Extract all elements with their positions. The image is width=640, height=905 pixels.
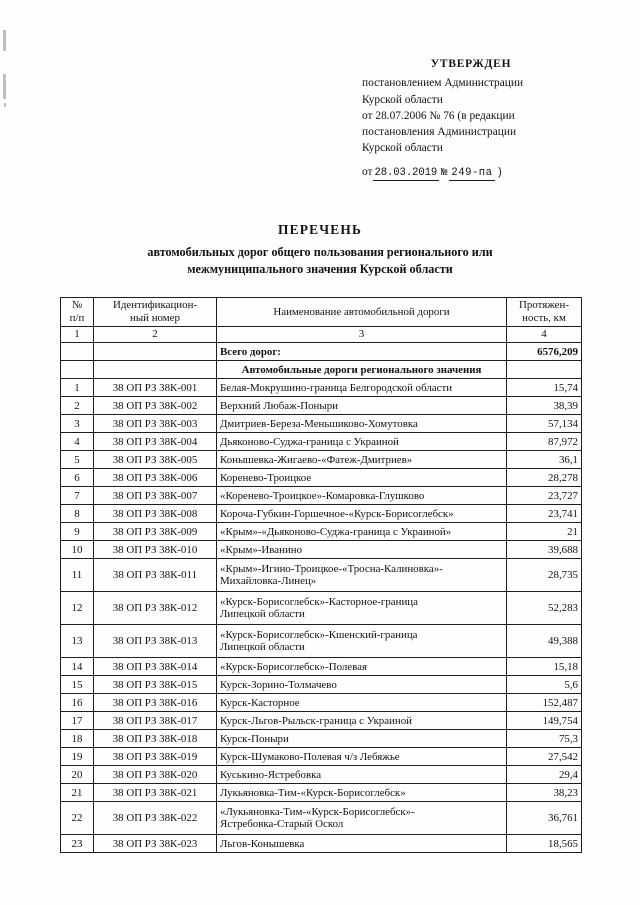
- row-length: 36,761: [507, 802, 582, 835]
- row-road-name-line-1: «Лукьяновка-Тим-«Курск-Борисоглебск»-: [220, 806, 415, 819]
- row-length: 149,754: [507, 712, 582, 730]
- table-row: [61, 505, 582, 523]
- row-identifier: 38 ОП РЗ 38К-023: [94, 835, 217, 853]
- row-length: 49,388: [507, 625, 582, 658]
- row-identifier: 38 ОП РЗ 38К-019: [94, 748, 217, 766]
- title-subtitle-line-1: автомобильных дорог общего пользования регионального или: [147, 245, 493, 259]
- scan-artifact: [3, 30, 6, 51]
- approval-dateline: [362, 166, 505, 179]
- row-road-name: [217, 835, 507, 853]
- column-header-road-name: Наименование автомобильной дороги: [217, 298, 507, 327]
- row-road-name: [217, 676, 507, 694]
- column-header-number-line-1: №: [71, 299, 83, 311]
- row-number: 23: [61, 835, 94, 853]
- row-road-name-line-1: Верхний Любаж-Поныри: [220, 399, 338, 412]
- row-road-name-line-1: «Крым»-Игино-Троицкое-«Тросна-Калиновка»-: [220, 563, 443, 576]
- roads-table-container: [60, 297, 581, 853]
- row-identifier: 38 ОП РЗ 38К-011: [94, 559, 217, 592]
- row-number: 22: [61, 802, 94, 835]
- row-road-name-line-2: Липецкой области: [220, 608, 305, 621]
- row-identifier: 38 ОП РЗ 38К-003: [94, 415, 217, 433]
- closing-paren: ): [496, 167, 503, 179]
- total-row: [61, 343, 582, 361]
- row-road-name: [217, 784, 507, 802]
- row-identifier: 38 ОП РЗ 38К-015: [94, 676, 217, 694]
- row-road-name-line-1: Лукьяновка-Тим-«Курск-Борисоглебск»: [220, 786, 406, 799]
- number-label: №: [441, 167, 448, 179]
- row-number: 17: [61, 712, 94, 730]
- row-road-name: [217, 658, 507, 676]
- column-number-1: 1: [61, 327, 94, 343]
- row-road-name: [217, 748, 507, 766]
- row-number: 10: [61, 541, 94, 559]
- row-number: 4: [61, 433, 94, 451]
- row-number: 20: [61, 766, 94, 784]
- row-road-name: [217, 505, 507, 523]
- row-number: 9: [61, 523, 94, 541]
- row-road-name: [217, 487, 507, 505]
- row-length: 23,741: [507, 505, 582, 523]
- column-number-row: [61, 327, 582, 343]
- table-row: [61, 451, 582, 469]
- row-length: 15,74: [507, 379, 582, 397]
- column-header-length: [507, 298, 582, 327]
- table-row: [61, 469, 582, 487]
- row-road-name: [217, 469, 507, 487]
- row-road-name-line-1: «Крым»-Иванино: [220, 543, 303, 556]
- row-road-name-line-1: Куськино-Ястребовка: [220, 768, 322, 781]
- column-header-number: [61, 298, 94, 327]
- table-row: [61, 694, 582, 712]
- table-row: [61, 592, 582, 625]
- row-road-name-line-1: «Курск-Борисоглебск»-Полевая: [220, 660, 367, 673]
- total-row-number-cell: [61, 343, 94, 361]
- row-length: 27,542: [507, 748, 582, 766]
- row-number: 15: [61, 676, 94, 694]
- row-length: 75,3: [507, 730, 582, 748]
- row-identifier: 38 ОП РЗ 38К-001: [94, 379, 217, 397]
- row-identifier: 38 ОП РЗ 38К-022: [94, 802, 217, 835]
- row-number: 3: [61, 415, 94, 433]
- row-length: 38,39: [507, 397, 582, 415]
- row-road-name: [217, 694, 507, 712]
- row-road-name-line-1: Курск-Зорино-Толмачево: [220, 678, 337, 691]
- row-length: 5,6: [507, 676, 582, 694]
- scan-artifact: [3, 74, 6, 99]
- row-number: 6: [61, 469, 94, 487]
- total-length-value: 6576,209: [507, 343, 582, 361]
- row-length: 38,23: [507, 784, 582, 802]
- approval-line-5: Курской области: [362, 142, 443, 155]
- row-identifier: 38 ОП РЗ 38К-007: [94, 487, 217, 505]
- row-road-name: [217, 730, 507, 748]
- column-header-identifier-line-2: ный номер: [130, 312, 180, 325]
- row-identifier: 38 ОП РЗ 38К-021: [94, 784, 217, 802]
- row-road-name-line-2: Михайловка-Линец»: [220, 575, 317, 588]
- row-identifier: 38 ОП РЗ 38К-012: [94, 592, 217, 625]
- scan-artifact: [4, 103, 6, 107]
- column-number-3: 3: [217, 327, 507, 343]
- section-row-identifier-cell: [94, 361, 217, 379]
- table-row: [61, 523, 582, 541]
- row-road-name-line-1: Дмитриев-Береза-Меньшиково-Хомутовка: [220, 417, 418, 430]
- row-road-name-line-1: Конышевка-Жигаево-«Фатеж-Дмитриев»: [220, 453, 413, 466]
- row-road-name: [217, 592, 507, 625]
- table-row: [61, 625, 582, 658]
- row-length: 23,727: [507, 487, 582, 505]
- row-number: 5: [61, 451, 94, 469]
- row-road-name: [217, 766, 507, 784]
- approval-heading: УТВЕРЖДЕН: [430, 58, 512, 70]
- row-road-name-line-1: Льгов-Конышевка: [220, 837, 305, 850]
- row-number: 8: [61, 505, 94, 523]
- row-road-name-line-1: Курск-Льгов-Рыльск-граница с Украиной: [220, 714, 412, 727]
- column-number-2: 2: [94, 327, 217, 343]
- row-identifier: 38 ОП РЗ 38К-009: [94, 523, 217, 541]
- table-row: [61, 802, 582, 835]
- row-number: 7: [61, 487, 94, 505]
- section-header-row: [61, 361, 582, 379]
- table-body: [61, 343, 582, 853]
- table-row: [61, 559, 582, 592]
- row-identifier: 38 ОП РЗ 38К-017: [94, 712, 217, 730]
- row-length: 29,4: [507, 766, 582, 784]
- total-row-identifier-cell: [94, 343, 217, 361]
- table-row: [61, 676, 582, 694]
- column-header-length-line-1: Протяжен-: [519, 299, 569, 311]
- row-length: 57,134: [507, 415, 582, 433]
- row-road-name: [217, 415, 507, 433]
- row-road-name: [217, 712, 507, 730]
- row-number: 18: [61, 730, 94, 748]
- row-length: 152,487: [507, 694, 582, 712]
- row-length: 18,565: [507, 835, 582, 853]
- table-row: [61, 712, 582, 730]
- approval-block: [362, 56, 602, 157]
- row-identifier: 38 ОП РЗ 38К-016: [94, 694, 217, 712]
- section-row-number-cell: [61, 361, 94, 379]
- table-row: [61, 397, 582, 415]
- row-length: 87,972: [507, 433, 582, 451]
- row-length: 39,688: [507, 541, 582, 559]
- row-road-name: [217, 379, 507, 397]
- approval-line-3: от 28.07.2006 № 76 (в редакции: [362, 109, 515, 122]
- row-identifier: 38 ОП РЗ 38К-008: [94, 505, 217, 523]
- row-identifier: 38 ОП РЗ 38К-006: [94, 469, 217, 487]
- row-identifier: 38 ОП РЗ 38К-010: [94, 541, 217, 559]
- table-row: [61, 766, 582, 784]
- table-row: [61, 658, 582, 676]
- approval-line-4: постановления Администрации: [362, 126, 517, 139]
- table-row: [61, 487, 582, 505]
- row-identifier: 38 ОП РЗ 38К-014: [94, 658, 217, 676]
- table-header-row: [61, 298, 582, 327]
- row-road-name: [217, 523, 507, 541]
- table-header: [61, 298, 582, 343]
- table-row: [61, 748, 582, 766]
- row-road-name-line-1: Курск-Шумаково-Полевая ч/з Лебяжье: [220, 750, 400, 763]
- row-road-name-line-2: Липецкой области: [220, 641, 305, 654]
- row-road-name: [217, 802, 507, 835]
- row-road-name-line-1: Дьяконово-Суджа-граница с Украиной: [220, 435, 399, 448]
- row-length: 36,1: [507, 451, 582, 469]
- table-row: [61, 730, 582, 748]
- row-road-name-line-1: «Коренево-Троицкое»-Комаровка-Глушково: [220, 489, 425, 502]
- table-row: [61, 784, 582, 802]
- row-identifier: 38 ОП РЗ 38К-018: [94, 730, 217, 748]
- row-road-name-line-1: «Крым»-«Дьяконово-Суджа-граница с Украиной»: [220, 525, 452, 538]
- title-subtitle-line-2: межмуниципального значения Курской области: [187, 262, 453, 276]
- row-number: 19: [61, 748, 94, 766]
- row-road-name-line-2: Ястребовка-Старый Оскол: [220, 818, 344, 831]
- row-number: 14: [61, 658, 94, 676]
- row-length: 15,18: [507, 658, 582, 676]
- table-row: [61, 541, 582, 559]
- row-identifier: 38 ОП РЗ 38К-005: [94, 451, 217, 469]
- row-length: 28,278: [507, 469, 582, 487]
- approval-line-2: Курской области: [362, 93, 443, 106]
- page-title: ПЕРЕЧЕНЬ: [277, 222, 363, 237]
- section-row-length-cell: [507, 361, 582, 379]
- table-row: [61, 835, 582, 853]
- roads-table: [60, 297, 582, 853]
- row-length: 28,735: [507, 559, 582, 592]
- row-road-name-line-1: Курск-Поныри: [220, 732, 289, 745]
- row-road-name-line-1: Курск-Касторное: [220, 696, 300, 709]
- row-number: 16: [61, 694, 94, 712]
- row-number: 11: [61, 559, 94, 592]
- row-length: 21: [507, 523, 582, 541]
- row-road-name: [217, 433, 507, 451]
- row-identifier: 38 ОП РЗ 38К-013: [94, 625, 217, 658]
- row-road-name: [217, 397, 507, 415]
- column-header-number-line-2: п/п: [69, 312, 85, 325]
- row-road-name-line-1: Белая-Мокрушино-граница Белгородской области: [220, 381, 453, 394]
- section-label: Автомобильные дороги регионального значения: [217, 361, 507, 379]
- total-label: Всего дорог:: [217, 343, 507, 361]
- row-road-name: [217, 451, 507, 469]
- table-row: [61, 379, 582, 397]
- row-road-name-line-1: «Курск-Борисоглебск»-Касторное-граница: [220, 596, 418, 609]
- row-identifier: 38 ОП РЗ 38К-004: [94, 433, 217, 451]
- row-identifier: 38 ОП РЗ 38К-002: [94, 397, 217, 415]
- document-title-block: [0, 222, 640, 278]
- column-number-4: 4: [507, 327, 582, 343]
- table-row: [61, 415, 582, 433]
- row-road-name: [217, 625, 507, 658]
- table-row: [61, 433, 582, 451]
- column-header-identifier: [94, 298, 217, 327]
- row-number: 13: [61, 625, 94, 658]
- row-road-name-line-1: Коренево-Троицкое: [220, 471, 312, 484]
- row-number: 1: [61, 379, 94, 397]
- row-number: 12: [61, 592, 94, 625]
- row-road-name: [217, 559, 507, 592]
- column-header-length-line-2: ность, км: [522, 312, 566, 325]
- row-number: 21: [61, 784, 94, 802]
- row-road-name: [217, 541, 507, 559]
- column-header-identifier-line-1: Идентификацион-: [112, 299, 198, 311]
- number-value: 249-па: [451, 167, 493, 179]
- approval-line-1: постановлением Администрации: [362, 77, 524, 90]
- row-length: 52,283: [507, 592, 582, 625]
- row-road-name-line-1: Короча-Губкин-Горшечное-«Курск-Борисоглебск»: [220, 507, 454, 520]
- date-label: от: [362, 166, 373, 178]
- row-number: 2: [61, 397, 94, 415]
- date-value: 28.03.2019: [374, 167, 438, 179]
- row-road-name-line-1: «Курск-Борисоглебск»-Кшенский-граница: [220, 629, 418, 642]
- row-identifier: 38 ОП РЗ 38К-020: [94, 766, 217, 784]
